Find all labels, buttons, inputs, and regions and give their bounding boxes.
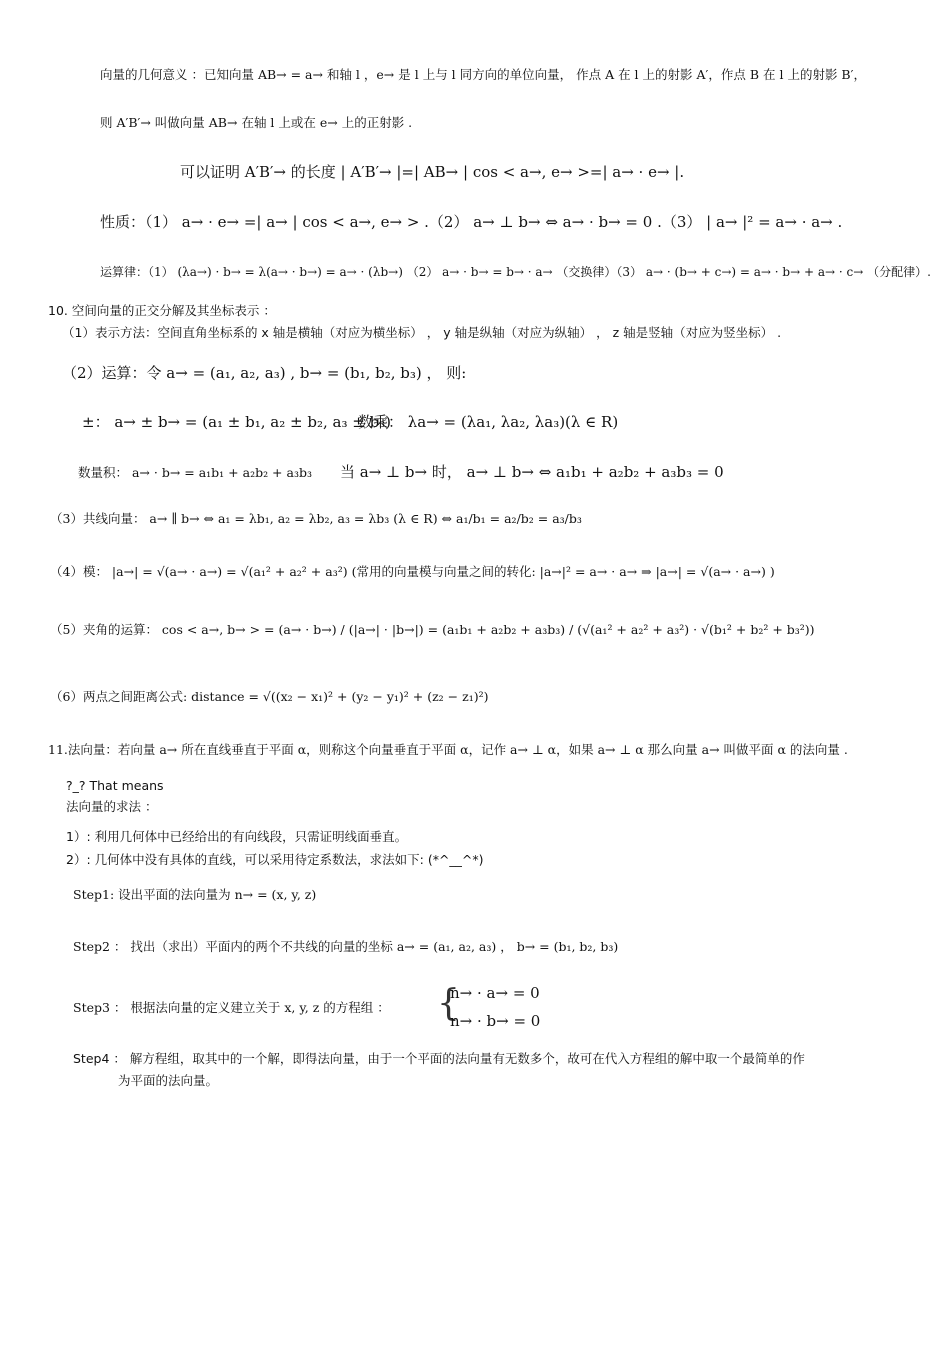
distance-formula: （6）两点之间距离公式: distance = √((x₂ − x₁)² + (y₂ − y₁)² + (z₂ − z₁)²) — [50, 689, 489, 704]
step-1: Step1: 设出平面的法向量为 n→ = (x, y, z) — [73, 887, 317, 902]
angle-formula: （5）夹角的运算： cos < a→, b→ > = (a→ · b→) / (|a→| · |b→|) = (a₁b₁ + a₂b₂ + a₃b₃) / (√(a₁² + a₂² + a₃²) · √(b₁² + b₂² + b₃²)) — [50, 622, 815, 637]
dot-product-properties: 性质：（1） a→ · e→ =| a→ | cos < a→, e→ > .（2） a→ ⊥ b→ ⇔ a→ · b→ = 0 .（3） | a→ |² = a→ · a→ . — [100, 213, 843, 231]
operation-laws: 运算律：（1） (λa→) · b→ = λ(a→ · b→) = a→ · (λb→) （2） a→ · b→ = b→ · a→ （交换律）（3） a→ · (b→ + c→) = a→ · b→ + a→ · c→ （分配律）. — [100, 265, 931, 279]
geometry-meaning-line2: 则 A′B′→ 叫做向量 AB→ 在轴 l 上或在 e→ 上的正射影 . — [100, 115, 413, 130]
representation-method: （1）表示方法：空间直角坐标系的 x 轴是横轴（对应为横坐标） ， y 轴是纵轴（对应为纵轴） ， z 轴是竖轴（对应为竖坐标） . — [62, 325, 782, 340]
section-10-title: 10. 空间向量的正交分解及其坐标表示 ： — [48, 303, 276, 318]
vector-magnitude: （4）模： |a→| = √(a→ · a→) = √(a₁² + a₂² + a₃²) (常用的向量模与向量之间的转化: |a→|² = a→ · a→ ⇒ |a→| = √(a→ · a→) ) — [50, 564, 775, 579]
step-4-line1: Step4 ： 解方程组，取其中的一个解，即得法向量，由于一个平面的法向量有无数多个，故可在代入方程组的解中取一个最简单的作 — [73, 1051, 805, 1066]
normal-vector-method-title: 法向量的求法 ： — [66, 799, 158, 814]
step-4-line2: 为平面的法向量。 — [118, 1073, 219, 1088]
dot-product-formula: 数量积： a→ · b→ = a₁b₁ + a₂b₂ + a₃b₃ — [78, 465, 312, 480]
geometry-meaning-line1: 向量的几何意义 ：已知向量 AB→ = a→ 和轴 l ，e→ 是 l 上与 l 同方向的单位向量， 作点 A 在 l 上的射影 A′，作点 B 在 l 上的射影 B′， — [100, 67, 866, 82]
that-means-note: ?_? That means — [66, 778, 164, 793]
add-subtract-formula: ±： a→ ± b→ = (a₁ ± b₁, a₂ ± b₂, a₃ ± b₃) — [82, 413, 392, 431]
step-2: Step2 ： 找出（求出）平面内的两个不共线的向量的坐标 a→ = (a₁, a₂, a₃) ， b→ = (b₁, b₂, b₃) — [73, 939, 619, 954]
operations-intro: （2）运算：令 a→ = (a₁, a₂, a₃) , b→ = (b₁, b₂, b₃) ， 则: — [62, 364, 467, 382]
geometry-meaning-line3: 可以证明 A′B′→ 的长度 | A′B′→ |=| AB→ | cos < a→, e→ >=| a→ · e→ |. — [180, 163, 685, 181]
method-1: 1）: 利用几何体中已经给出的有向线段，只需证明线面垂直。 — [66, 829, 408, 844]
equation-2: n→ · b→ = 0 — [450, 1012, 541, 1030]
perpendicular-condition: 当 a→ ⊥ b→ 时， a→ ⊥ b→ ⇔ a₁b₁ + a₂b₂ + a₃b₃ = 0 — [340, 463, 724, 481]
scalar-multiplication-formula: 数乘： λa→ = (λa₁, λa₂, λa₃)(λ ∈ R) — [358, 413, 619, 431]
equation-1: n→ · a→ = 0 — [450, 984, 540, 1002]
step-3: Step3 ： 根据法向量的定义建立关于 x, y, z 的方程组 ： — [73, 1000, 390, 1015]
collinear-vectors: （3）共线向量： a→ ∥ b→ ⇔ a₁ = λb₁, a₂ = λb₂, a₃ = λb₃ (λ ∈ R) ⇔ a₁/b₁ = a₂/b₂ = a₃/b₃ — [50, 511, 582, 526]
section-11-title: 11.法向量：若向量 a→ 所在直线垂直于平面 α，则称这个向量垂直于平面 α，记作 a→ ⊥ α，如果 a→ ⊥ α 那么向量 a→ 叫做平面 α 的法向量 . — [48, 742, 848, 757]
equation-system-brace: { — [437, 983, 460, 1024]
method-2: 2）: 几何体中没有具体的直线，可以采用待定系数法，求法如下: (*^__^*) — [66, 852, 484, 867]
